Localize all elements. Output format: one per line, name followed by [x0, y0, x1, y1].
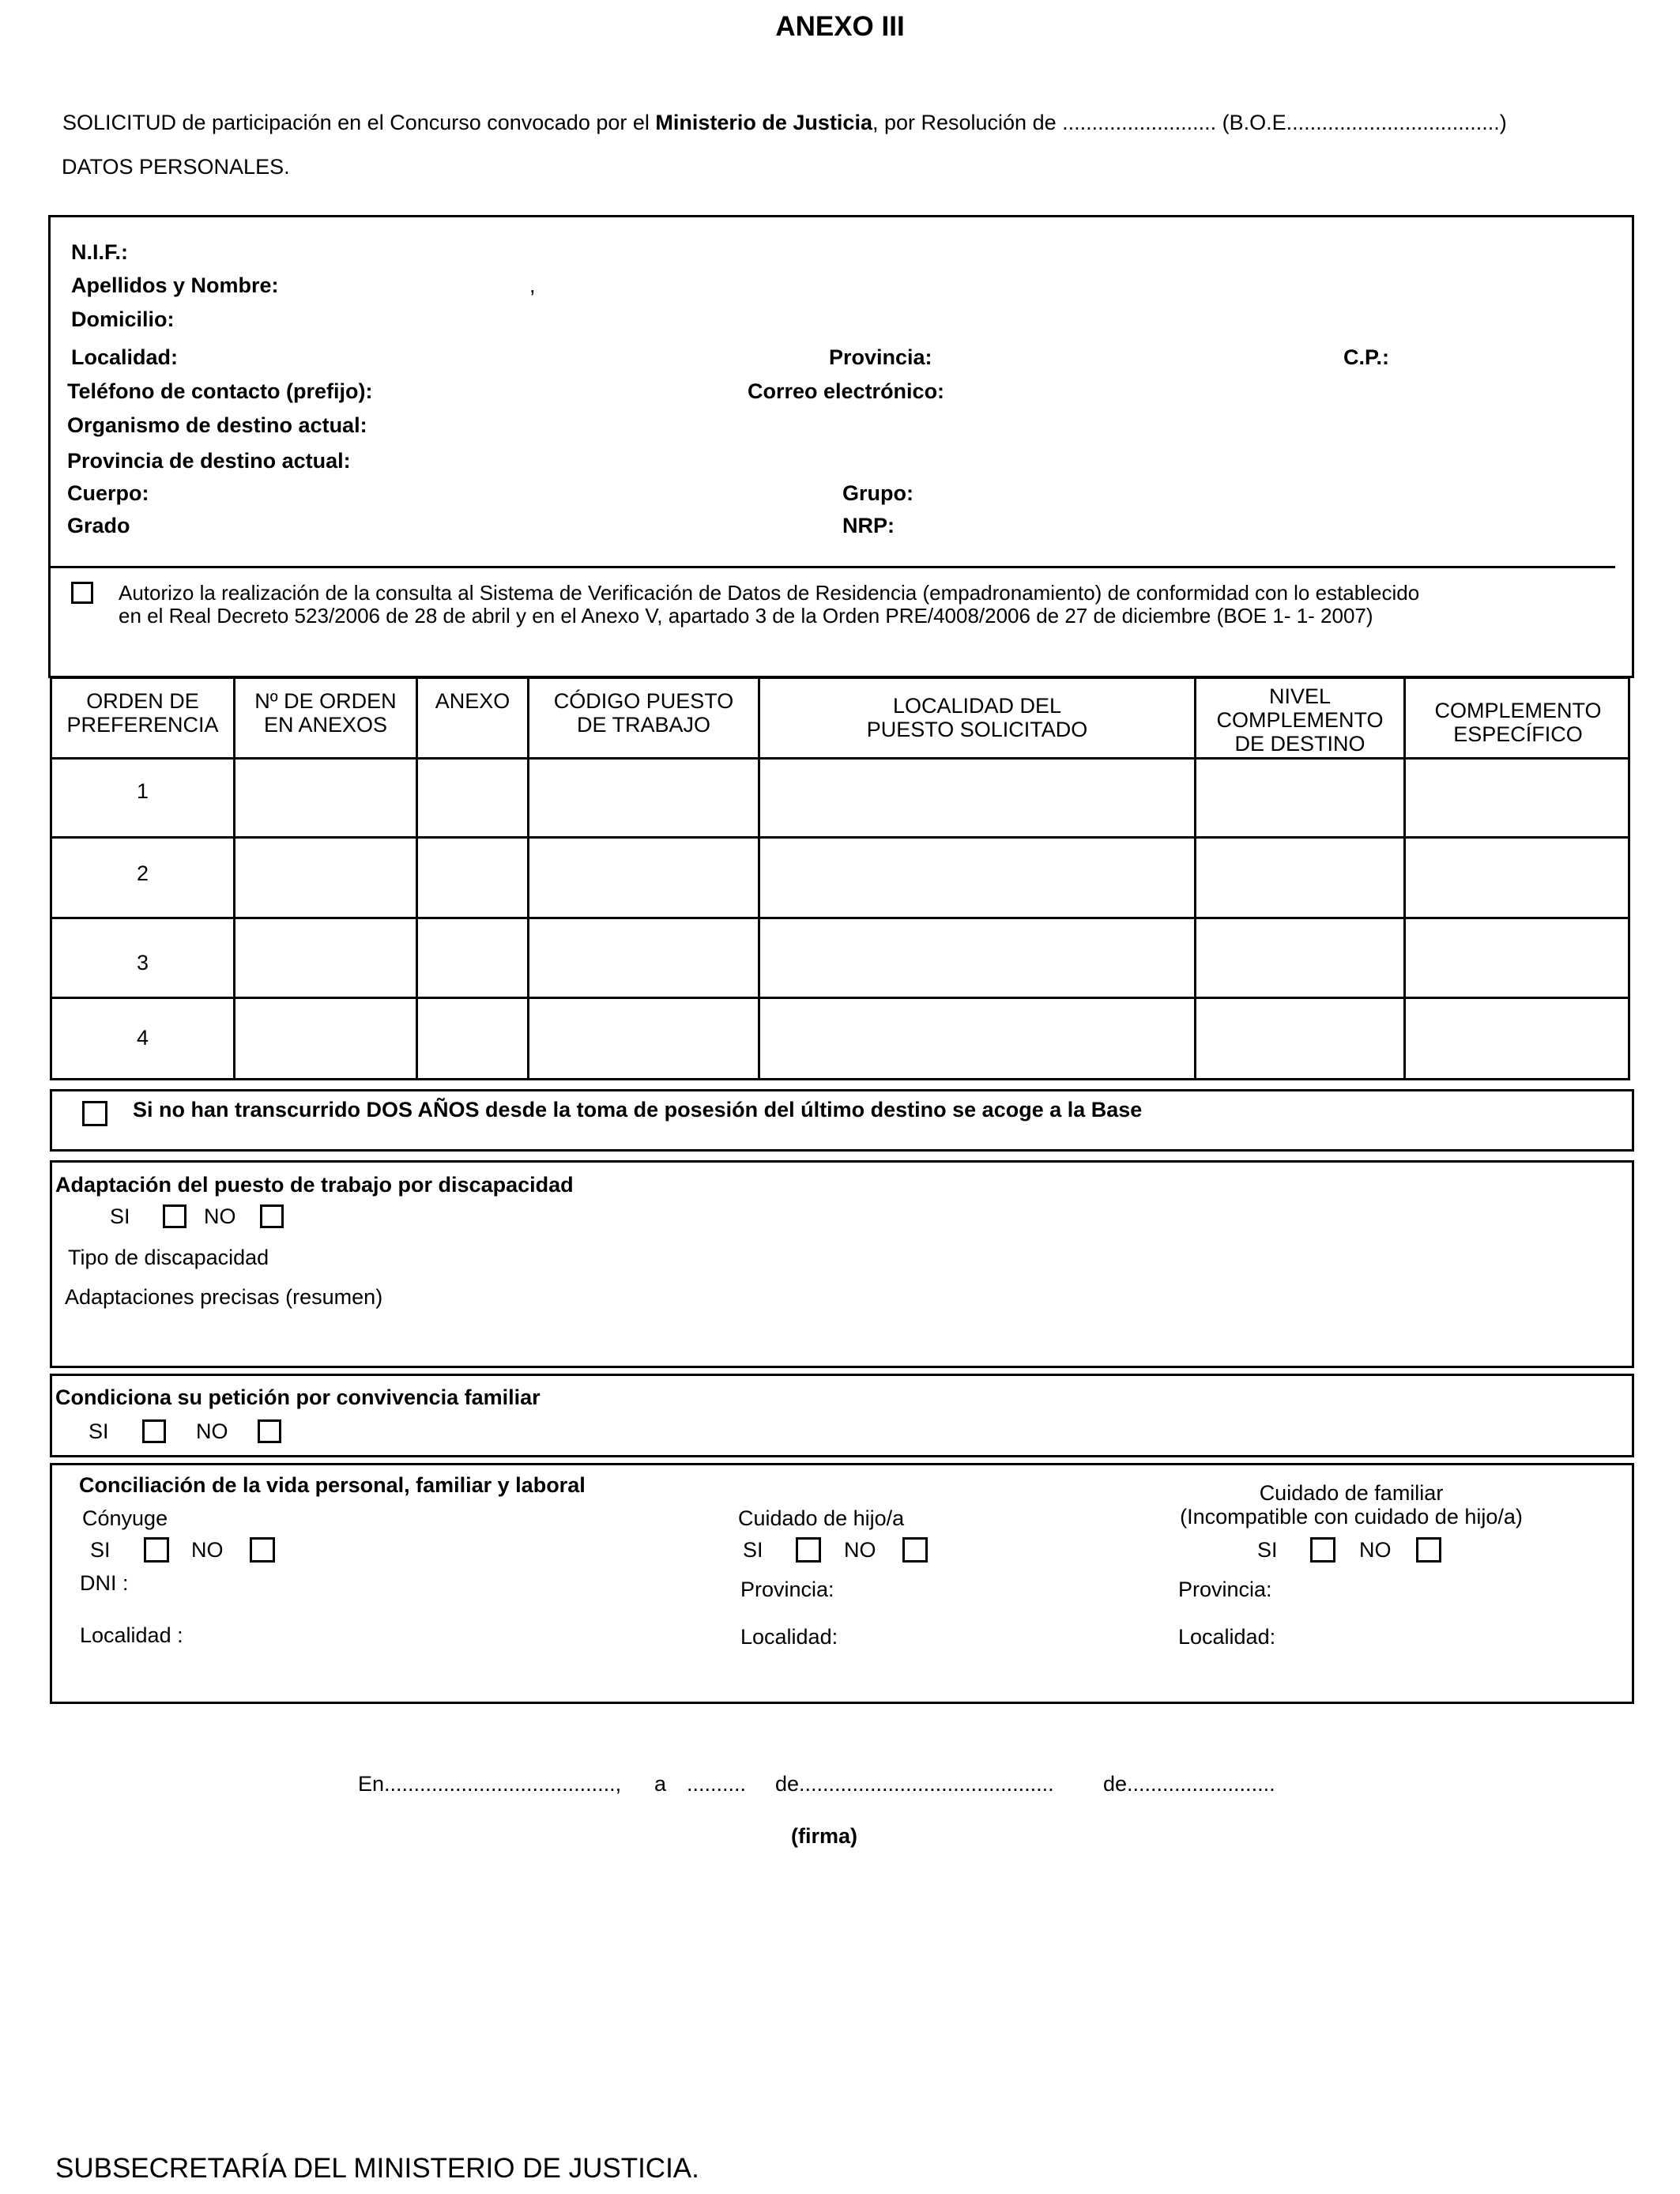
autorizo-line-2: en el Real Decreto 523/2006 de 28 de abril y en el Anexo V, apartado 3 de la Orden PRE/4008/2006 de 27 de diciembre (BOE 1- 1- 2007)	[119, 604, 1373, 628]
header-localidad-puesto	[760, 694, 1194, 741]
familiar-label	[1154, 1481, 1549, 1529]
intro-suffix: , por Resolución de .......................... (B.O.E....................................)	[872, 111, 1507, 134]
hijo-no-label: NO	[844, 1538, 876, 1562]
date-a-label: a	[654, 1772, 667, 1796]
table-col-line	[233, 677, 235, 1080]
conyuge-no-label: NO	[191, 1538, 224, 1562]
organismo-label: Organismo de destino actual:	[67, 413, 367, 437]
subsecretaria-footer: SUBSECRETARÍA DEL MINISTERIO DE JUSTICIA.	[55, 2153, 699, 2184]
page-title: ANEXO III	[775, 11, 905, 42]
table-row-line	[50, 836, 1630, 839]
table-col-line	[416, 677, 418, 1080]
header-nivel-complemento	[1196, 684, 1403, 756]
nrp-label: NRP:	[842, 514, 895, 537]
familiar-no-checkbox[interactable]	[1416, 1537, 1441, 1563]
telefono-label: Teléfono de contacto (prefijo):	[67, 379, 373, 403]
conciliacion-title: Conciliación de la vida personal, familiar y laboral	[79, 1473, 586, 1497]
condiciona-si-checkbox[interactable]	[142, 1419, 166, 1443]
personal-divider	[51, 566, 1615, 568]
hijo-localidad-label: Localidad:	[740, 1625, 838, 1649]
conyuge-no-checkbox[interactable]	[250, 1537, 275, 1563]
table-header-line	[50, 757, 1630, 760]
adaptaciones-label: Adaptaciones precisas (resumen)	[65, 1285, 383, 1309]
domicilio-label: Domicilio:	[71, 307, 175, 331]
row-number-4: 4	[136, 1026, 149, 1050]
row-number-2: 2	[136, 861, 149, 885]
header-anexo	[418, 689, 527, 713]
autorizo-line-1: Autorizo la realización de la consulta al Sistema de Verificación de Datos de Residencia (empadronamiento) de conformidad con lo establecido	[119, 581, 1420, 605]
header-line: LOCALIDAD DEL	[892, 694, 1062, 718]
tipo-discapacidad-label: Tipo de discapacidad	[68, 1246, 269, 1269]
grado-label: Grado	[67, 514, 130, 537]
hijo-si-checkbox[interactable]	[796, 1537, 821, 1563]
familiar-line-1: Cuidado de familiar	[1259, 1481, 1444, 1505]
familiar-line-2: (Incompatible con cuidado de hijo/a)	[1180, 1505, 1523, 1529]
header-complemento-especifico	[1406, 699, 1630, 746]
provincia-destino-label: Provincia de destino actual:	[67, 449, 351, 473]
header-numero-orden	[235, 689, 416, 737]
condiciona-si-label: SI	[89, 1419, 109, 1443]
intro-ministry: Ministerio de Justicia	[655, 111, 872, 134]
apellidos-label: Apellidos y Nombre:	[71, 273, 279, 297]
adaptacion-si-checkbox[interactable]	[163, 1204, 186, 1228]
hijo-provincia-label: Provincia:	[740, 1578, 834, 1601]
hijo-no-checkbox[interactable]	[902, 1537, 928, 1563]
table-row-line	[50, 997, 1630, 999]
header-line: PUESTO SOLICITADO	[866, 718, 1088, 741]
header-line: DE TRABAJO	[576, 713, 711, 737]
dos-anos-text: Si no han transcurrido DOS AÑOS desde la toma de posesión del último destino se acoge a la Base	[133, 1098, 1143, 1122]
apellidos-comma: ,	[529, 273, 536, 297]
familiar-provincia-label: Provincia:	[1178, 1578, 1272, 1601]
table-row-line	[50, 917, 1630, 919]
header-line: NIVEL	[1268, 684, 1332, 708]
localidad-label: Localidad:	[71, 345, 179, 369]
hijo-si-label: SI	[743, 1538, 763, 1562]
cp-label: C.P.:	[1343, 345, 1390, 369]
autorizo-text	[119, 582, 1419, 628]
header-line: Nº DE ORDEN	[254, 689, 397, 713]
header-line: CÓDIGO PUESTO	[553, 689, 734, 713]
header-line: COMPLEMENTO	[1434, 699, 1602, 722]
condiciona-no-label: NO	[196, 1419, 228, 1443]
row-number-3: 3	[136, 951, 149, 974]
header-line: PREFERENCIA	[66, 713, 219, 737]
adaptacion-si-label: SI	[110, 1204, 130, 1228]
header-line: ANEXO	[435, 689, 510, 713]
year-field: de.........................	[1103, 1772, 1275, 1796]
nif-label: N.I.F.:	[71, 240, 128, 264]
header-line: COMPLEMENTO	[1216, 708, 1384, 732]
familiar-localidad-label: Localidad:	[1178, 1625, 1276, 1649]
day-field: ..........	[687, 1772, 747, 1796]
adaptacion-no-checkbox[interactable]	[260, 1204, 284, 1228]
header-orden-preferencia	[52, 689, 233, 737]
conyuge-si-label: SI	[90, 1538, 111, 1562]
grupo-label: Grupo:	[842, 481, 913, 505]
adaptacion-title: Adaptación del puesto de trabajo por discapacidad	[55, 1173, 574, 1197]
hijo-label: Cuidado de hijo/a	[738, 1506, 905, 1530]
condiciona-no-checkbox[interactable]	[258, 1419, 281, 1443]
header-line: ORDEN DE	[86, 689, 199, 713]
header-line: DE DESTINO	[1234, 732, 1365, 756]
provincia-label: Provincia:	[829, 345, 932, 369]
conyuge-localidad-label: Localidad :	[80, 1623, 183, 1647]
firma-label: (firma)	[791, 1824, 858, 1848]
table-col-line	[527, 677, 529, 1080]
place-field: En.......................................,	[358, 1772, 622, 1796]
section-personal-heading: DATOS PERSONALES.	[62, 155, 290, 179]
intro-line	[62, 111, 1507, 135]
header-line: EN ANEXOS	[263, 713, 388, 737]
dos-anos-checkbox[interactable]	[82, 1101, 107, 1126]
correo-label: Correo electrónico:	[748, 379, 945, 403]
intro-prefix: SOLICITUD de participación en el Concurso convocado por el	[62, 111, 656, 134]
conyuge-si-checkbox[interactable]	[144, 1537, 169, 1563]
autorizo-checkbox[interactable]	[71, 582, 93, 604]
condiciona-title: Condiciona su petición por convivencia familiar	[55, 1385, 541, 1409]
familiar-si-checkbox[interactable]	[1310, 1537, 1335, 1563]
familiar-no-label: NO	[1359, 1538, 1392, 1562]
row-number-1: 1	[136, 779, 149, 803]
month-field: de...........................................	[775, 1772, 1054, 1796]
dni-label: DNI :	[80, 1571, 129, 1595]
familiar-si-label: SI	[1257, 1538, 1278, 1562]
adaptacion-no-label: NO	[204, 1204, 236, 1228]
cuerpo-label: Cuerpo:	[67, 481, 149, 505]
header-line: ESPECÍFICO	[1453, 722, 1583, 746]
conyuge-label: Cónyuge	[82, 1506, 168, 1530]
header-codigo-puesto	[529, 689, 758, 737]
